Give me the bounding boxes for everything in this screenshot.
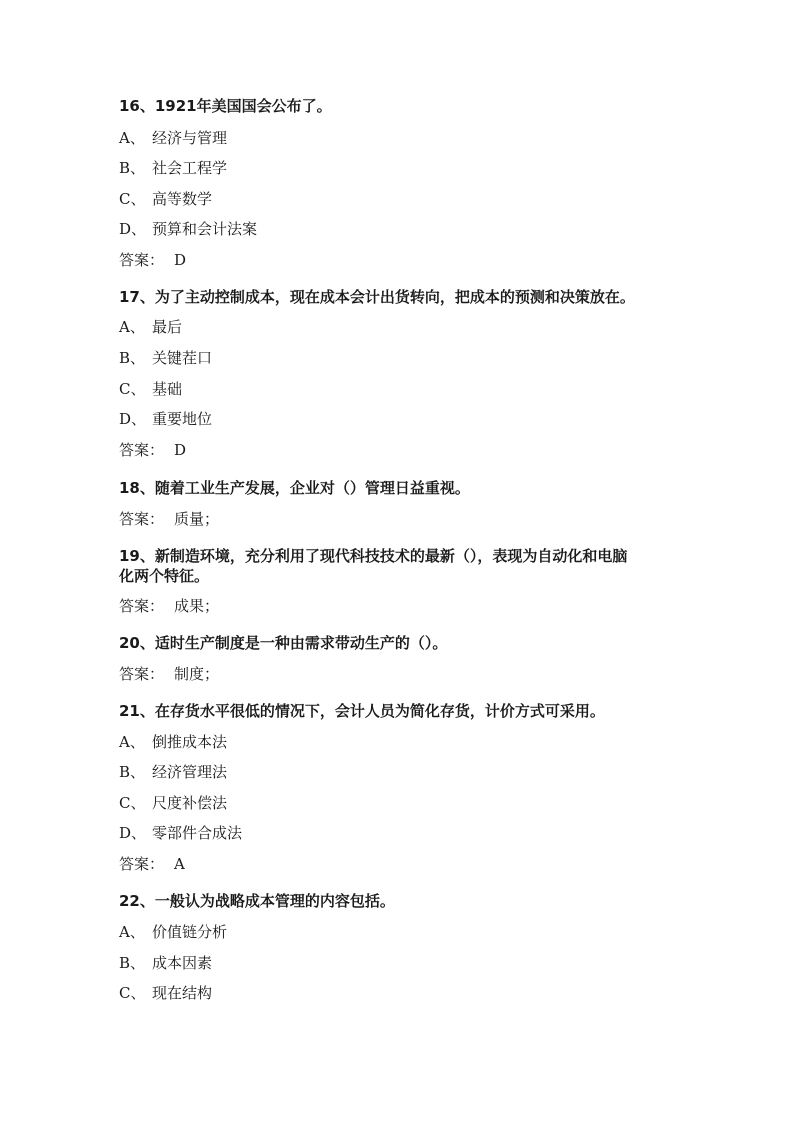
answer-value: A (174, 855, 185, 873)
option-text: 成本因素 (152, 954, 213, 972)
option-key: A、 (119, 923, 145, 941)
option-21-d (119, 823, 242, 843)
answer-value: D (174, 441, 187, 459)
option-text: 价值链分析 (152, 923, 228, 941)
answer-label: 答案： (119, 510, 165, 528)
answer-19 (119, 596, 219, 616)
option-key: B、 (119, 954, 146, 972)
option-key: B、 (119, 349, 146, 367)
answer-label: 答案： (119, 855, 165, 873)
option-key: C、 (119, 794, 146, 812)
option-16-b (119, 158, 227, 178)
question-19-line-2: 化两个特征。 (119, 567, 210, 585)
option-text: 现在结构 (152, 984, 213, 1002)
question-22: 22、一般认为战略成本管理的内容包括。 (119, 892, 395, 910)
answer-value: 制度； (174, 665, 220, 683)
option-text: 经济与管理 (152, 129, 228, 147)
question-17: 17、为了主动控制成本，现在成本会计出货转向，把成本的预测和决策放在。 (119, 288, 635, 306)
option-17-d (119, 409, 212, 429)
option-21-a (119, 732, 227, 752)
answer-17 (119, 440, 186, 460)
answer-20 (119, 664, 219, 684)
option-22-b (119, 953, 212, 973)
option-key: C、 (119, 984, 146, 1002)
option-key: D、 (119, 824, 147, 842)
option-text: 倒推成本法 (152, 733, 228, 751)
answer-value: D (174, 251, 187, 269)
option-key: D、 (119, 410, 147, 428)
answer-label: 答案： (119, 597, 165, 615)
option-text: 基础 (152, 380, 183, 398)
option-text: 高等数学 (152, 190, 213, 208)
option-16-a (119, 128, 227, 148)
option-text: 最后 (152, 318, 183, 336)
option-key: A、 (119, 733, 145, 751)
answer-18 (119, 509, 219, 529)
option-text: 经济管理法 (152, 763, 228, 781)
option-16-c (119, 189, 212, 209)
option-17-a (119, 317, 182, 337)
option-21-c (119, 793, 227, 813)
option-text: 预算和会计法案 (152, 220, 258, 238)
question-18: 18、随着工业生产发展，企业对（）管理日益重视。 (119, 479, 470, 497)
answer-label: 答案： (119, 665, 165, 683)
option-16-d (119, 219, 257, 239)
option-key: B、 (119, 763, 146, 781)
answer-16 (119, 250, 186, 270)
option-21-b (119, 762, 227, 782)
answer-label: 答案： (119, 441, 165, 459)
answer-label: 答案： (119, 251, 165, 269)
question-16: 16、1921年美国国会公布了。 (119, 97, 332, 115)
option-key: D、 (119, 220, 147, 238)
option-22-c (119, 983, 212, 1003)
option-key: A、 (119, 129, 145, 147)
option-text: 重要地位 (152, 410, 213, 428)
option-22-a (119, 922, 227, 942)
answer-value: 成果； (174, 597, 220, 615)
option-key: C、 (119, 380, 146, 398)
question-19-line-1: 19、新制造环境，充分利用了现代科技技术的最新（），表现为自动化和电脑 (119, 547, 628, 565)
option-17-b (119, 348, 212, 368)
answer-21 (119, 854, 185, 874)
option-key: B、 (119, 159, 146, 177)
question-21: 21、在存货水平很低的情况下，会计人员为简化存货，计价方式可采用。 (119, 702, 605, 720)
option-key: C、 (119, 190, 146, 208)
question-20: 20、适时生产制度是一种由需求带动生产的（）。 (119, 634, 448, 652)
option-text: 社会工程学 (152, 159, 228, 177)
answer-value: 质量； (174, 510, 220, 528)
option-key: A、 (119, 318, 145, 336)
option-17-c (119, 379, 182, 399)
option-text: 尺度补偿法 (152, 794, 228, 812)
option-text: 关键茬口 (152, 349, 213, 367)
option-text: 零部件合成法 (152, 824, 243, 842)
